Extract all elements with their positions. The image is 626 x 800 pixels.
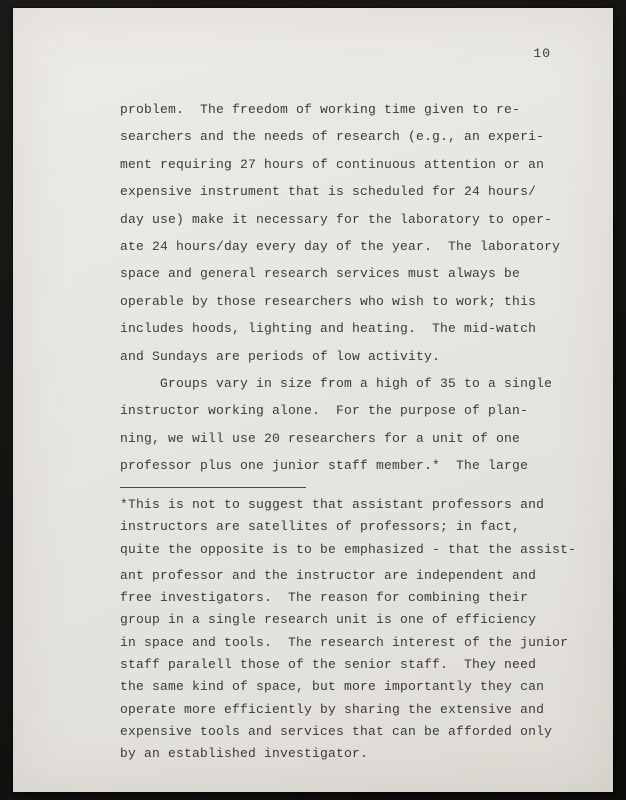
text-line: ment requiring 27 hours of continuous attention or an [120,156,545,172]
text-line: expensive instrument that is scheduled for 24 hours/ [120,184,537,200]
text-line: instructors are satellites of professors; in fact, [120,519,521,535]
text-line: and Sundays are periods of low activity. [120,348,441,364]
text-line: staff paralell those of the senior staff. They need [120,657,537,673]
footnote-text [120,494,576,766]
text-line: instructor working alone. For the purpose of plan- [120,403,529,419]
body-text [120,96,560,480]
text-line: quite the opposite is to be emphasized - that the assist- [120,541,577,557]
text-line: Groups vary in size from a high of 35 to a single [120,376,553,392]
text-line: *This is not to suggest that assistant professors and [120,497,545,512]
text-line: in space and tools. The research interest of the junior [120,634,569,650]
text-line: problem. The freedom of working time given to re- [120,102,521,117]
text-line: expensive tools and services that can be afforded only [120,723,553,739]
text-line: day use) make it necessary for the laboratory to oper- [120,211,553,227]
document-page [13,8,613,792]
text-line: group in a single research unit is one of efficiency [120,612,537,628]
text-line: professor plus one junior staff member.* The large [120,458,529,474]
text-line: the same kind of space, but more importantly they can [120,679,545,695]
text-line: ant professor and the instructor are independent and [120,567,537,583]
text-line: operate more efficiently by sharing the extensive and [120,701,545,717]
text-line: by an established investigator. [120,746,369,762]
footnote-separator [120,487,306,488]
text-line: includes hoods, lighting and heating. The mid-watch [120,321,537,337]
text-line: searchers and the needs of research (e.g., an experi- [120,129,545,145]
text-line: ate 24 hours/day every day of the year. The laboratory [120,239,561,255]
text-line: space and general research services must always be [120,266,521,282]
text-line: ning, we will use 20 researchers for a unit of one [120,430,521,446]
page-number: 10 [533,46,551,61]
text-line: operable by those researchers who wish to work; this [120,293,537,309]
text-line: free investigators. The reason for combining their [120,590,529,606]
